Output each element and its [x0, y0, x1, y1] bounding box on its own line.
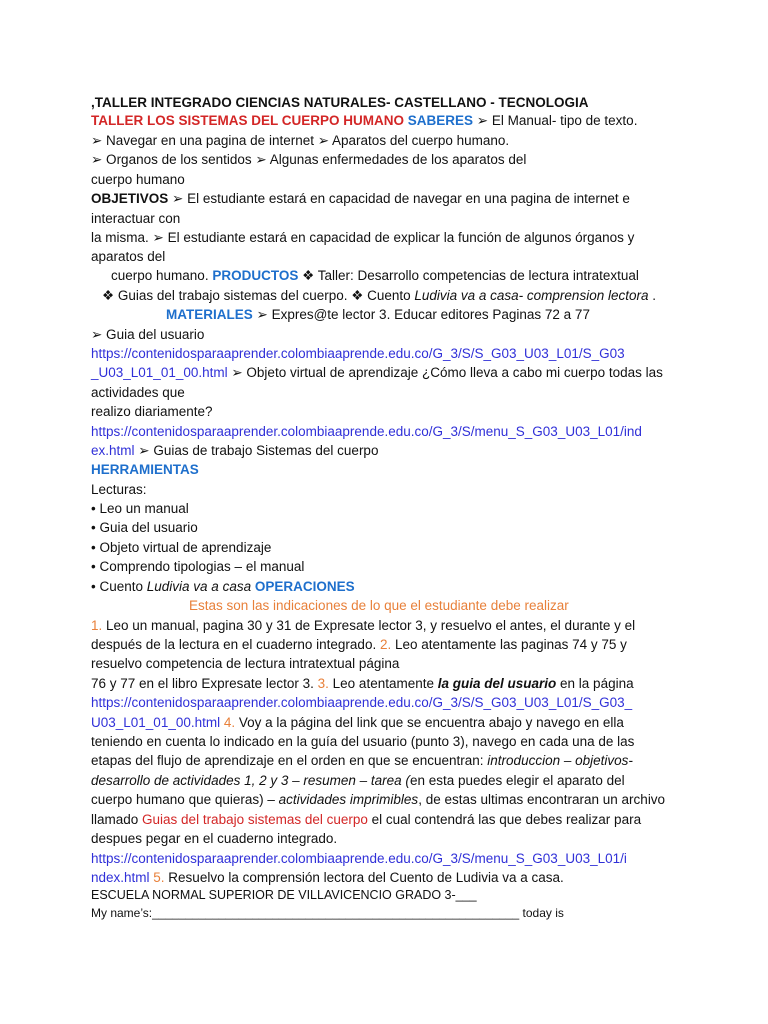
list-item: • Guia del usuario	[91, 520, 198, 535]
productos-line-1: cuerpo humano. PRODUCTOS ❖ Taller: Desarrollo competencias de lectura intratextual	[111, 268, 639, 283]
materiales-line-2: ➢ Guia del usuario	[91, 327, 205, 342]
taller-title: TALLER LOS SISTEMAS DEL CUERPO HUMANO	[91, 113, 405, 128]
operaciones-line-12: despues pegar en el cuaderno integrado.	[91, 831, 338, 846]
guia-usuario-link-2-part2[interactable]: U03_L01_01_00.html	[91, 715, 221, 730]
operaciones-line-7: teniendo en cuenta lo indicado en la guía del usuario (punto 3), navego en cada una de las	[91, 734, 635, 749]
saberes-heading: SABERES	[407, 113, 474, 128]
guias-trabajo-link-part1[interactable]: https://contenidosparaaprender.colombiaaprende.edu.co/G_3/S/menu_S_G03_U03_L01/i	[91, 851, 627, 866]
materiales-line-6: realizo diariamente?	[91, 404, 213, 419]
operaciones-line-4: 76 y 77 en el libro Expresate lector 3. 3. Leo atentamente la guia del usuario en la página	[91, 676, 634, 691]
list-item: • Comprendo tipologias – el manual	[91, 559, 305, 574]
operaciones-line-1: 1. Leo un manual, pagina 30 y 31 de Expresate lector 3, y resuelvo el antes, el durante y el	[91, 618, 636, 633]
materiales-line-1: MATERIALES ➢ Expres@te lector 3. Educar editores Paginas 72 a 77	[166, 307, 590, 322]
document-title: ,TALLER INTEGRADO CIENCIAS NATURALES- CASTELLANO - TECNOLOGIA	[91, 95, 589, 110]
objeto-virtual-link-part1[interactable]: https://contenidosparaaprender.colombiaaprende.edu.co/G_3/S/menu_S_G03_U03_L01/ind	[91, 424, 642, 439]
lecturas-label: Lecturas:	[91, 482, 147, 497]
guia-usuario-link-part2[interactable]: _U03_L01_01_00.html	[91, 365, 228, 380]
materiales-line-5: actividades que	[91, 385, 185, 400]
materiales-line-8: ex.html ➢ Guias de trabajo Sistemas del cuerpo	[91, 443, 379, 458]
operaciones-line-3: resuelvo competencia de lectura intratextual página	[91, 656, 400, 671]
list-item: • Cuento Ludivia va a casa OPERACIONES	[91, 579, 355, 594]
list-item: • Leo un manual	[91, 501, 189, 516]
operaciones-line-14: ndex.html 5. Resuelvo la comprensión lectora del Cuento de Ludivia va a casa.	[91, 870, 564, 885]
materiales-line-7	[91, 423, 642, 440]
name-line: My name’s:_______________________________________________________ today is	[91, 906, 564, 920]
operaciones-line-5	[91, 694, 632, 711]
objeto-virtual-link-part2[interactable]: ex.html	[91, 443, 135, 458]
objetivos-line-1: OBJETIVOS ➢ El estudiante estará en capacidad de navegar en una pagina de internet e	[91, 191, 630, 206]
operaciones-line-8: etapas del flujo de aprendizaje en el orden en que se encuentran: introduccion – objetivos-	[91, 753, 633, 768]
operaciones-heading: OPERACIONES	[254, 579, 355, 594]
list-item: • Objeto virtual de aprendizaje	[91, 540, 272, 555]
productos-heading: PRODUCTOS	[212, 268, 299, 283]
objetivos-line-3: la misma. ➢ El estudiante estará en capacidad de explicar la función de algunos órganos y	[91, 230, 635, 245]
materiales-heading: MATERIALES	[166, 307, 253, 322]
operaciones-line-11: llamado Guias del trabajo sistemas del cuerpo el cual contendrá las que debes realizar para	[91, 812, 642, 827]
operaciones-line-2: después de la lectura en el cuaderno integrado. 2. Leo atentamente las paginas 74 y 75 y	[91, 637, 627, 652]
operaciones-intro: Estas son las indicaciones de lo que el estudiante debe realizar	[189, 598, 569, 613]
guia-usuario-link-part1[interactable]: https://contenidosparaaprender.colombiaaprende.edu.co/G_3/S/S_G03_U03_L01/S_G03	[91, 346, 625, 361]
productos-line-2: ❖ Guias del trabajo sistemas del cuerpo. ❖ Cuento Ludivia va a casa- comprension lectora .	[102, 288, 656, 303]
objetivos-line-2: interactuar con	[91, 211, 181, 226]
objetivos-heading: OBJETIVOS	[91, 191, 169, 206]
materiales-line-3	[91, 345, 625, 362]
operaciones-line-13	[91, 850, 627, 867]
guia-usuario-link-2-part1[interactable]: https://contenidosparaaprender.colombiaaprende.edu.co/G_3/S/S_G03_U03_L01/S_G03_	[91, 695, 633, 710]
subtitle-line: TALLER LOS SISTEMAS DEL CUERPO HUMANO SABERES ➢ El Manual- tipo de texto.	[91, 113, 638, 128]
school-line: ESCUELA NORMAL SUPERIOR DE VILLAVICENCIO GRADO 3-___	[91, 888, 477, 902]
materiales-line-4: _U03_L01_01_00.html ➢ Objeto virtual de aprendizaje ¿Cómo lleva a cabo mi cuerpo todas las	[91, 365, 663, 380]
saberes-line-4: cuerpo humano	[91, 172, 185, 187]
operaciones-line-9: desarrollo de actividades 1, 2 y 3 – resumen – tarea (en esta puedes elegir el aparato del	[91, 773, 625, 788]
guias-trabajo-link-part2[interactable]: ndex.html	[91, 870, 150, 885]
saberes-line-2: ➢ Navegar en una pagina de internet ➢ Aparatos del cuerpo humano.	[91, 133, 510, 148]
herramientas-heading: HERRAMIENTAS	[91, 462, 199, 477]
operaciones-line-6: U03_L01_01_00.html 4. Voy a la página del link que se encuentra abajo y navego en ella	[91, 715, 624, 730]
saberes-line-3: ➢ Organos de los sentidos ➢ Algunas enfermedades de los aparatos del	[91, 152, 527, 167]
objetivos-line-4: aparatos del	[91, 249, 166, 264]
operaciones-line-10: cuerpo humano que quieras) – actividades imprimibles, de estas ultimas encontraran un archivo	[91, 792, 666, 807]
